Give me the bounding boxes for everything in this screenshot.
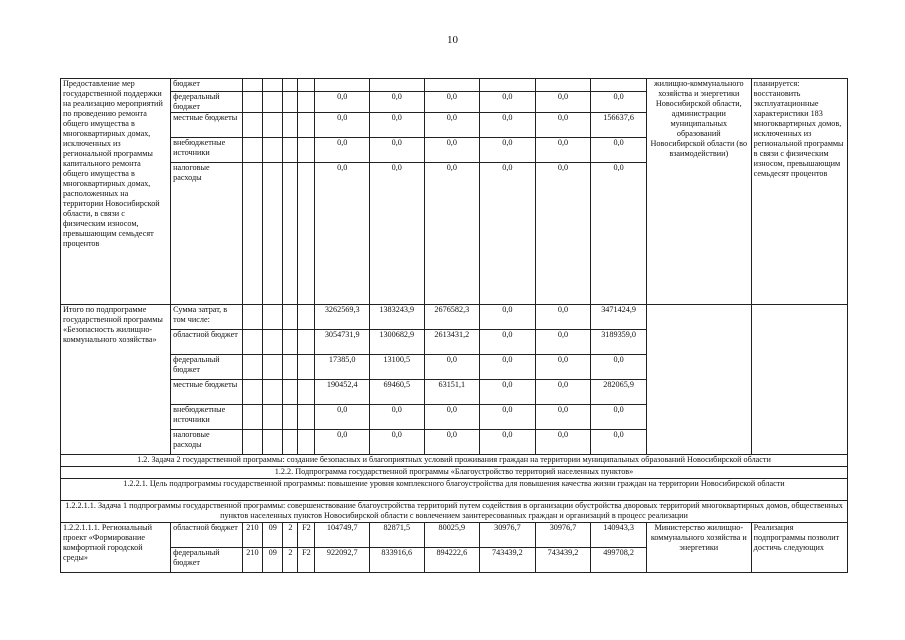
value-cell: 190452,4 [315, 380, 370, 405]
value-cell: 0,0 [535, 113, 591, 138]
source-cell: внебюджетные источники [171, 138, 243, 163]
value-cell: 0,0 [480, 430, 536, 455]
value-cell: 0,0 [535, 330, 591, 355]
value-cell: 282065,9 [591, 380, 647, 405]
value-cell: 0,0 [591, 92, 647, 113]
value-cell: 0,0 [315, 405, 370, 430]
value-cell: 09 [263, 548, 283, 573]
result-cell [751, 305, 847, 455]
value-cell: 1300682,9 [369, 330, 424, 355]
value-cell: 0,0 [369, 405, 424, 430]
value-cell: 210 [242, 548, 262, 573]
value-cell: 0,0 [591, 163, 647, 305]
executor-cell: Министерство жилищно-коммунального хозяйства и энергетики [646, 523, 751, 573]
subprogram-banner: 1.2.2. Подпрограмма государственной программы «Благоустройство территорий населенных пунктов» [61, 467, 848, 479]
value-cell [315, 79, 370, 92]
value-cell: 3189359,0 [591, 330, 647, 355]
source-cell: бюджет [171, 79, 243, 92]
value-cell: 0,0 [535, 380, 591, 405]
value-cell: 0,0 [535, 405, 591, 430]
task-banner: 1.2. Задача 2 государственной программы: создание безопасных и благоприятных условий проживания граждан на территории муниципальных образований Новосибирской области [61, 455, 848, 467]
value-cell [480, 79, 536, 92]
value-cell: 140943,3 [591, 523, 647, 548]
source-cell: налоговые расходы [171, 430, 243, 455]
value-cell: 2 [283, 548, 298, 573]
value-cell: 0,0 [424, 138, 480, 163]
value-cell: 0,0 [480, 305, 536, 330]
program-table [60, 78, 848, 573]
value-cell: 0,0 [480, 355, 536, 380]
page-number: 10 [447, 34, 458, 46]
value-cell: 0,0 [424, 430, 480, 455]
value-cell: 0,0 [315, 138, 370, 163]
result-cell: планируется: восстановить эксплуатационные характеристики 183 многоквартирных домов, исключенных из региональной программы в связи с физическим износом, превышающим семьдесят процентов [751, 79, 847, 305]
value-cell: 0,0 [480, 405, 536, 430]
value-cell: 09 [263, 523, 283, 548]
source-cell: областной бюджет [171, 523, 243, 548]
value-cell: 210 [242, 523, 262, 548]
value-cell [535, 79, 591, 92]
task1-banner: 1.2.2.1.1. Задача 1 подпрограммы государственной программы: совершенствование благоустройства территорий путем содействия в организации обустройства дворовых территорий многоквартирных домов, общественных пунктов населенных пунктов Новосибирской области с вовлечением заинтересованных граждан и организаций в процесс реализации [61, 501, 848, 523]
source-cell: федеральный бюджет [171, 355, 243, 380]
value-cell: 0,0 [535, 355, 591, 380]
value-cell: 0,0 [424, 355, 480, 380]
value-cell: 499708,2 [591, 548, 647, 573]
source-cell: внебюджетные источники [171, 405, 243, 430]
value-cell: 0,0 [315, 113, 370, 138]
value-cell: 2 [283, 523, 298, 548]
source-cell: местные бюджеты [171, 380, 243, 405]
value-cell: 0,0 [480, 138, 536, 163]
value-cell: F2 [298, 548, 315, 573]
measure-cell: Предоставление мер государственной поддержки на реализацию мероприятий по проведению ремонта общего имущества в многоквартирных домах, исключенных из региональной программы капитального ремонта общего имущества в многоквартирных домах, расположенных на территории Новосибирской области, в связи с физическим износом, превышающим семьдесят процентов [61, 79, 171, 305]
value-cell: 1383243,9 [369, 305, 424, 330]
value-cell: 0,0 [369, 138, 424, 163]
value-cell: 0,0 [535, 430, 591, 455]
source-cell: местные бюджеты [171, 113, 243, 138]
value-cell: 30976,7 [480, 523, 536, 548]
value-cell: 0,0 [369, 113, 424, 138]
value-cell: 743439,2 [535, 548, 591, 573]
measure-cell: Итого по подпрограмме государственной программы «Безопасность жилищно-коммунального хозяйства» [61, 305, 171, 455]
source-cell: областной бюджет [171, 330, 243, 355]
value-cell: 0,0 [315, 430, 370, 455]
value-cell: 0,0 [480, 92, 536, 113]
value-cell: 13100,5 [369, 355, 424, 380]
value-cell: 80025,9 [424, 523, 480, 548]
value-cell: 3262569,3 [315, 305, 370, 330]
table-row [61, 305, 848, 330]
value-cell: 894222,6 [424, 548, 480, 573]
value-cell: 833916,6 [369, 548, 424, 573]
table-row [61, 523, 848, 548]
measure-cell: 1.2.2.1.1.1. Региональный проект «Формирование комфортной городской среды» [61, 523, 171, 573]
source-cell: федеральный бюджет [171, 92, 243, 113]
value-cell: 0,0 [315, 92, 370, 113]
value-cell: 63151,1 [424, 380, 480, 405]
value-cell: 0,0 [315, 163, 370, 305]
value-cell: 0,0 [535, 305, 591, 330]
value-cell: 0,0 [424, 92, 480, 113]
value-cell: 17385,0 [315, 355, 370, 380]
value-cell: 0,0 [535, 92, 591, 113]
value-cell: 0,0 [480, 113, 536, 138]
value-cell: 922092,7 [315, 548, 370, 573]
value-cell: 0,0 [480, 380, 536, 405]
executor-cell [646, 305, 751, 455]
value-cell [369, 79, 424, 92]
value-cell: 0,0 [591, 430, 647, 455]
value-cell: 30976,7 [535, 523, 591, 548]
value-cell: 156637,6 [591, 113, 647, 138]
value-cell: F2 [298, 523, 315, 548]
value-cell: 0,0 [480, 330, 536, 355]
goal-banner: 1.2.2.1. Цель подпрограммы государственной программы: повышение уровня комплексного благоустройства для повышения качества жизни граждан на территории Новосибирской области [61, 479, 848, 501]
value-cell: 0,0 [424, 405, 480, 430]
value-cell: 0,0 [591, 138, 647, 163]
result-cell: Реализация подпрограммы позволит достичь следующих [751, 523, 847, 573]
value-cell: 743439,2 [480, 548, 536, 573]
value-cell: 0,0 [369, 92, 424, 113]
value-cell [591, 79, 647, 92]
value-cell: 0,0 [591, 355, 647, 380]
value-cell: 0,0 [535, 163, 591, 305]
source-cell: налоговые расходы [171, 163, 243, 305]
value-cell: 0,0 [480, 163, 536, 305]
executor-cell: жилищно-коммунального хозяйства и энергетики Новосибирской области, администрации муниципальных образований Новосибирской области (во взаимодействии) [646, 79, 751, 305]
value-cell: 0,0 [424, 113, 480, 138]
value-cell: 0,0 [369, 163, 424, 305]
table-row [61, 79, 848, 92]
value-cell [424, 79, 480, 92]
value-cell: 0,0 [535, 138, 591, 163]
value-cell: 82871,5 [369, 523, 424, 548]
value-cell: 69460,5 [369, 380, 424, 405]
value-cell: 0,0 [369, 430, 424, 455]
value-cell: 0,0 [424, 163, 480, 305]
source-cell: федеральный бюджет [171, 548, 243, 573]
value-cell: 104749,7 [315, 523, 370, 548]
value-cell: 2676582,3 [424, 305, 480, 330]
value-cell: 3471424,9 [591, 305, 647, 330]
source-cell: Сумма затрат, в том числе: [171, 305, 243, 330]
value-cell: 3054731,9 [315, 330, 370, 355]
value-cell: 0,0 [591, 405, 647, 430]
value-cell: 2613431,2 [424, 330, 480, 355]
